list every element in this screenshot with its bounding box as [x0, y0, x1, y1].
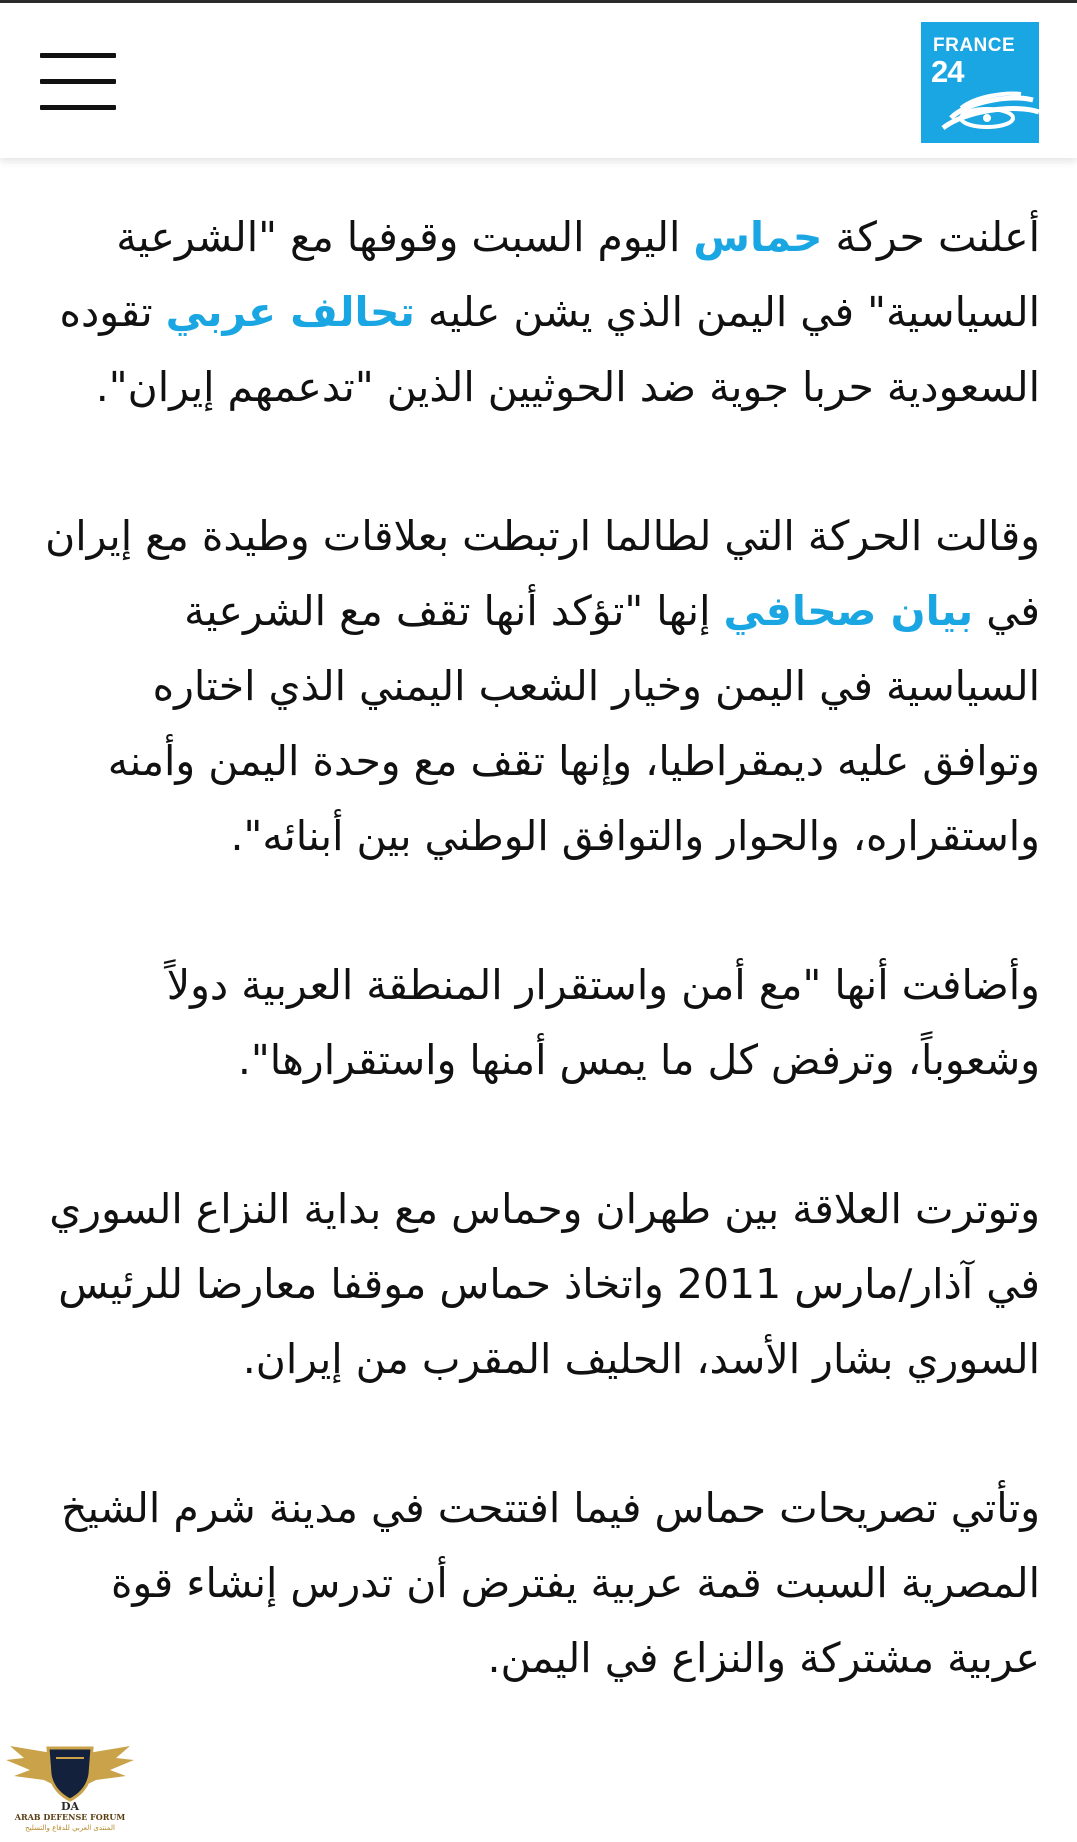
article-text: تقوده السعودية حربا جوية ضد الحوثيين الذين "تدعمهم إيران".: [59, 288, 1040, 411]
article-paragraph: [40, 200, 1040, 425]
article-paragraph: [40, 1172, 1040, 1397]
article-link[interactable]: بيان صحافي: [723, 587, 974, 635]
article-text: اليوم السبت وقوفها مع "الشرعية السياسية" في اليمن الذي يشن عليه: [116, 213, 1040, 336]
logo-line-2: 24: [931, 54, 964, 89]
logo-line-1: FRANCE: [933, 35, 1016, 56]
article-link[interactable]: حماس: [693, 213, 823, 261]
article-paragraph: [40, 948, 1040, 1098]
article-paragraph: [40, 1471, 1040, 1696]
article-text: وتأتي تصريحات حماس فيما افتتحت في مدينة شرم الشيخ المصرية السبت قمة عربية يفترض أن تدرس إنشاء قوة عربية مشتركة والنزاع في اليمن.: [61, 1484, 1040, 1682]
hamburger-menu-icon-bar-2: [40, 79, 116, 84]
hamburger-menu-icon: [40, 53, 116, 58]
article-text: إنها "تؤكد أنها تقف مع الشرعية السياسية في اليمن وخيار الشعب اليمني الذي اختاره وتوافق عليه ديمقراطيا، وإنها تقف مع وحدة اليمن وأمنه واستقراره، والحوار والتوافق الوطني بين أبنائه".: [107, 587, 1040, 860]
watermark-mark: DA: [60, 1800, 80, 1813]
article-text: وتوترت العلاقة بين طهران وحماس مع بداية النزاع السوري في آذار/مارس 2011 واتخاذ حماس موقفا معارضا للرئيس السوري بشار الأسد، الحليف المقرب من إيران.: [49, 1185, 1040, 1383]
site-header: [0, 3, 1077, 158]
article-body: [40, 200, 1040, 1770]
hamburger-menu-icon-bar-3: [40, 105, 116, 110]
article-text: وقالت الحركة التي لطالما ارتبطت بعلاقات وطيدة مع إيران في: [45, 512, 1040, 635]
menu-button[interactable]: [40, 53, 118, 111]
watermark-title: ARAB DEFENSE FORUM: [14, 1812, 126, 1822]
article-text: وأضافت أنها "مع أمن واستقرار المنطقة العربية دولاً وشعوباً، وترفض كل ما يمس أمنها واستقرارها".: [166, 961, 1040, 1084]
france24-logo[interactable]: [921, 22, 1039, 143]
article-text: أعلنت حركة: [822, 213, 1040, 261]
watermark-subtitle: المنتدى العربي للدفاع والتسليح: [25, 1824, 115, 1832]
watermark-logo: [0, 1730, 140, 1842]
article-link[interactable]: تحالف عربي: [165, 288, 415, 336]
article-paragraph: [40, 499, 1040, 874]
